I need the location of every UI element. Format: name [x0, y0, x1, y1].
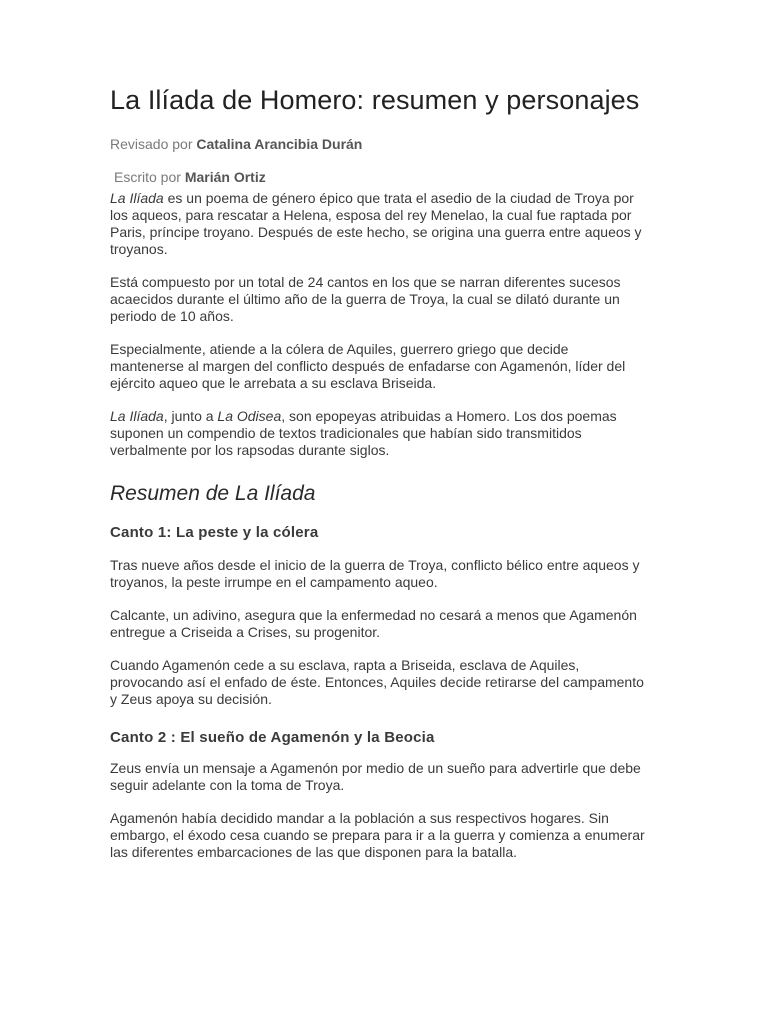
canto-1-paragraph-3: Cuando Agamenón cede a su esclava, rapta a Briseida, esclava de Aquiles, provocando así el enfado de éste. Entonces, Aquiles decide retirarse del campamento y Zeus apoya su decisión.: [110, 657, 644, 707]
canto-2-heading: Canto 2 : El sueño de Agamenón y la Beocia: [110, 729, 435, 746]
canto-1-heading: Canto 1: La peste y la cólera: [110, 524, 319, 541]
reviewed-by-label: Revisado por: [110, 136, 197, 152]
reviewed-by: [110, 135, 645, 153]
intro-paragraph-1: [110, 190, 645, 258]
work-title-iliad: La Ilíada: [110, 408, 164, 424]
page-title: La Ilíada de Homero: resumen y personajes: [110, 85, 640, 115]
intro-paragraph-4-text: , son epopeyas atribuidas a Homero. Los dos poemas suponen un compendio de textos tradicionales que habían sido transmitidos verbalmente por los rapsodas durante siglos.: [110, 408, 617, 458]
canto-2-paragraph-2: Agamenón había decidido mandar a la población a sus respectivos hogares. Sin embargo, el éxodo cesa cuando se prepara para ir a la guerra y comienza a enumerar las diferentes embarcaciones de las que disponen para la batalla.: [110, 810, 645, 860]
intro-paragraph-4: [110, 408, 645, 459]
intro-paragraph-3: Especialmente, atiende a la cólera de Aquiles, guerrero griego que decide mantenerse al margen del conflicto después de enfadarse con Agamenón, líder del ejército aqueo que le arrebata a su esclava Briseida.: [110, 341, 626, 391]
summary-heading: Resumen de La Ilíada: [110, 482, 316, 505]
work-title-iliad: La Ilíada: [110, 190, 164, 206]
intro-paragraph-4-mid: , junto a: [163, 408, 218, 424]
author-name[interactable]: Marián Ortiz: [184, 169, 266, 185]
canto-2-paragraph-1: Zeus envía un mensaje a Agamenón por medio de un sueño para advertirle que debe seguir adelante con la toma de Troya.: [110, 760, 641, 793]
canto-1-paragraph-1: Tras nueve años desde el inicio de la guerra de Troya, conflicto bélico entre aqueos y troyanos, la peste irrumpe en el campamento aqueo.: [110, 557, 640, 590]
intro-paragraph-2: Está compuesto por un total de 24 cantos en los que se narran diferentes sucesos acaecidos durante el último año de la guerra de Troya, la cual se dilató durante un periodo de 10 años.: [110, 274, 621, 324]
intro-paragraph-1-text: es un poema de género épico que trata el asedio de la ciudad de Troya por los aqueos, para rescatar a Helena, esposa del rey Menelao, la cual fue raptada por Paris, príncipe troyano. Después de este hecho, se origina una guerra entre aqueos y troyanos.: [110, 190, 642, 257]
article: [110, 84, 645, 877]
work-title-odyssey: La Odisea: [217, 408, 282, 424]
written-by: [110, 168, 645, 186]
canto-1-paragraph-2: Calcante, un adivino, asegura que la enfermedad no cesará a menos que Agamenón entregue a Criseida a Crises, su progenitor.: [110, 607, 637, 640]
reviewer-name[interactable]: Catalina Arancibia Durán: [196, 136, 363, 152]
written-by-label: Escrito por: [114, 169, 185, 185]
